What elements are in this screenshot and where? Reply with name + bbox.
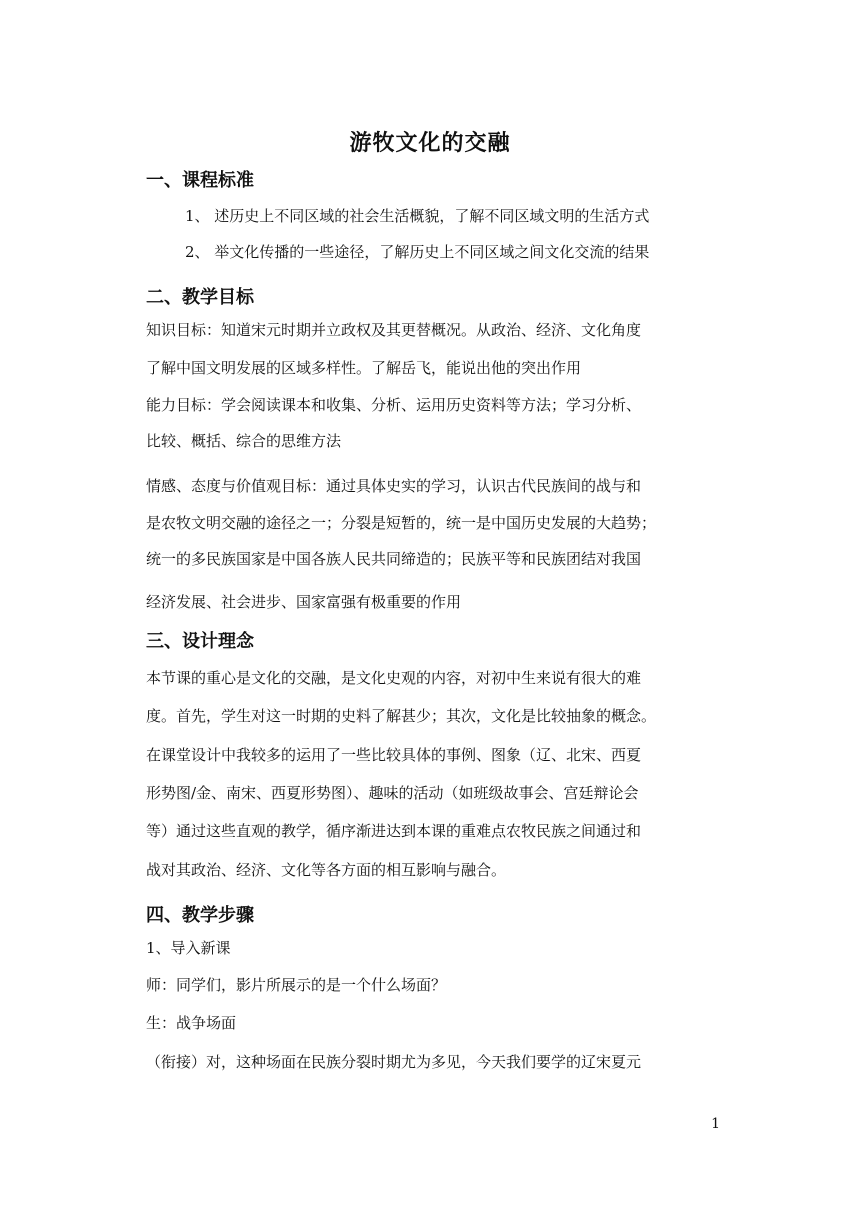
paragraph-line: 在课堂设计中我较多的运用了一些比较具体的事例、图象（辽、北宋、西夏 — [146, 746, 642, 764]
paragraph-line: 能力目标：学会阅读课本和收集、分析、运用历史资料等方法；学习分析、 — [146, 396, 642, 414]
document-title: 游牧文化的交融 — [349, 130, 511, 156]
paragraph-line: 1、 述历史上不同区域的社会生活概貌，了解不同区域文明的生活方式 — [185, 207, 650, 225]
section-heading-teaching-goals: 二、教学目标 — [146, 287, 254, 308]
paragraph-line: 情感、态度与价值观目标：通过具体史实的学习，认识古代民族间的战与和 — [146, 477, 642, 495]
paragraph-line: （衔接）对，这种场面在民族分裂时期尤为多见，今天我们要学的辽宋夏元 — [146, 1053, 642, 1071]
paragraph-line: 统一的多民族国家是中国各族人民共同缔造的；民族平等和民族团结对我国 — [146, 550, 642, 568]
paragraph-line: 了解中国文明发展的区域多样性。了解岳飞，能说出他的突出作用 — [146, 359, 582, 377]
paragraph-line: 战对其政治、经济、文化等各方面的相互影响与融合。 — [146, 861, 507, 879]
section-heading-teaching-steps: 四、教学步骤 — [146, 905, 254, 926]
paragraph-line: 是农牧文明交融的途径之一；分裂是短暂的，统一是中国历史发展的大趋势； — [146, 514, 657, 532]
paragraph-line: 生：战争场面 — [146, 1014, 237, 1032]
paragraph-line: 经济发展、社会进步、国家富强有极重要的作用 — [146, 593, 462, 611]
paragraph-line: 度。首先，学生对这一时期的史料了解甚少；其次，文化是比较抽象的概念。 — [146, 707, 657, 725]
paragraph-line: 比较、概括、综合的思维方法 — [146, 432, 342, 450]
section-heading-design-concept: 三、设计理念 — [146, 631, 254, 652]
paragraph-line: 本节课的重心是文化的交融，是文化史观的内容，对初中生来说有很大的难 — [146, 669, 642, 687]
paragraph-line: 2、 举文化传播的一些途径，了解历史上不同区域之间文化交流的结果 — [185, 243, 650, 261]
section-heading-course-standard: 一、课程标准 — [146, 170, 254, 191]
paragraph-line: 知识目标：知道宋元时期并立政权及其更替概况。从政治、经济、文化角度 — [146, 321, 642, 339]
paragraph-line: 1、导入新课 — [146, 939, 231, 957]
paragraph-line: 形势图/金、南宋、西夏形势图）、趣味的活动（如班级故事会、宫廷辩论会 — [146, 784, 639, 802]
page-number: 1 — [711, 1116, 720, 1132]
paragraph-line: 师：同学们，影片所展示的是一个什么场面？ — [146, 976, 447, 994]
paragraph-line: 等）通过这些直观的教学，循序渐进达到本课的重难点农牧民族之间通过和 — [146, 822, 642, 840]
